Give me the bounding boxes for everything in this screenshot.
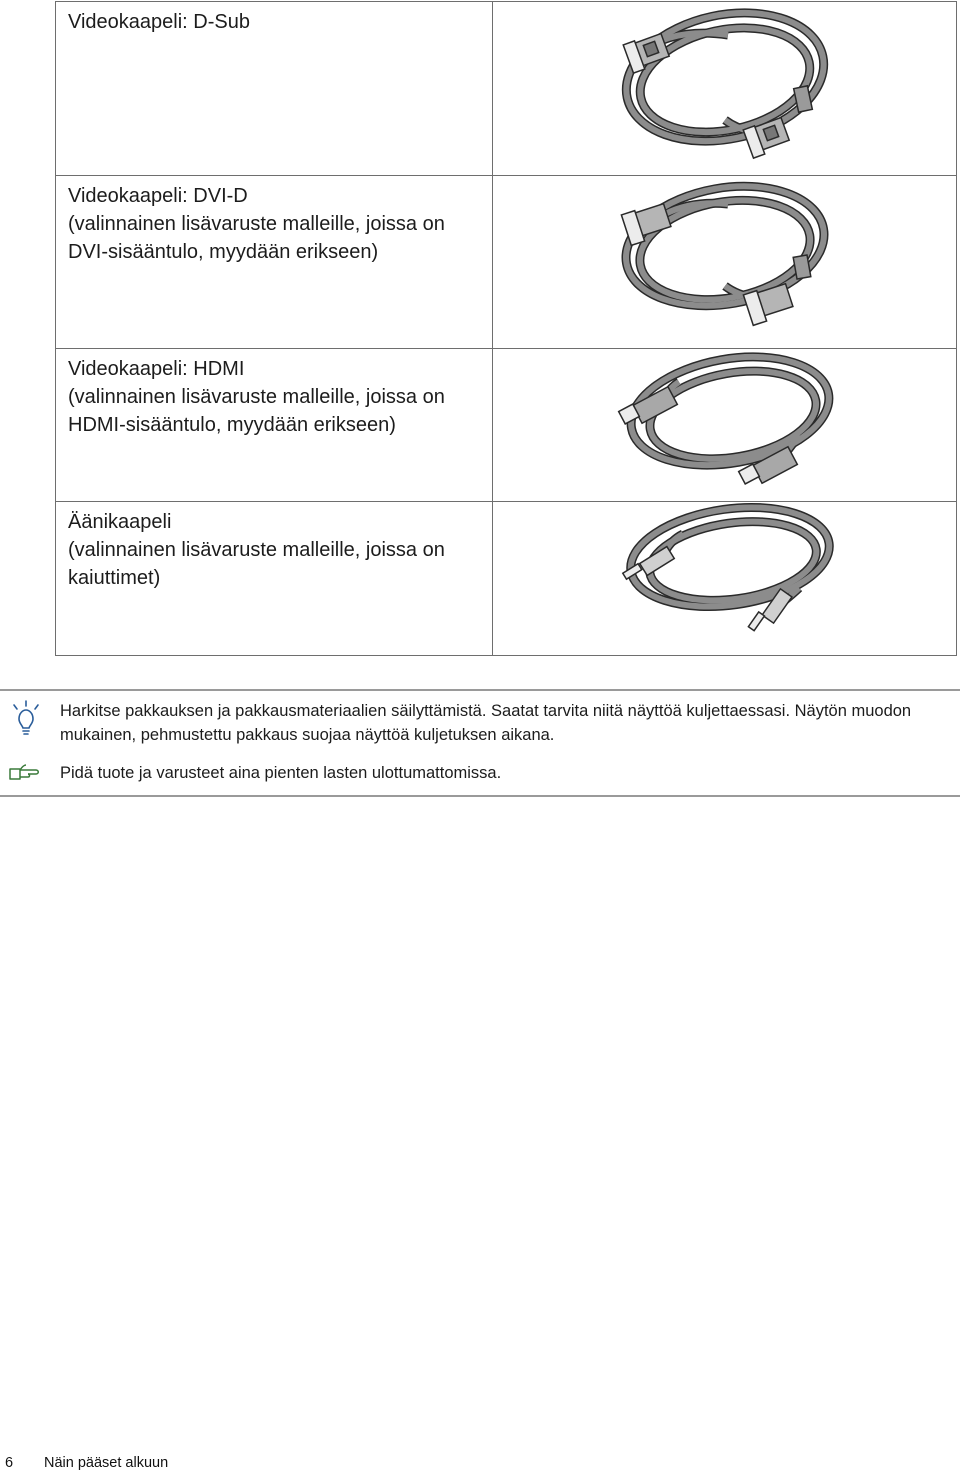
page-number: 6 [5,1455,14,1471]
section-title: Näin pääset alkuun [44,1455,169,1471]
item-title: Videokaapeli: HDMI [68,358,245,380]
warning-note [0,751,960,791]
item-title: Äänikaapeli [68,511,172,533]
table-row [56,176,957,349]
dvi-d-cable-illustration [493,176,956,348]
warning-text: Pidä tuote ja varusteet aina pienten lasten ulottumattomissa. [60,764,502,782]
item-description-line: DVI-sisääntulo, myydään erikseen) [68,241,379,263]
item-label-cell [56,349,493,502]
table-row [56,2,957,176]
table-row [56,349,957,502]
item-description-line: HDMI-sisääntulo, myydään erikseen) [68,414,396,436]
item-title: Videokaapeli: DVI-D [68,185,248,207]
lightbulb-icon [6,698,46,743]
item-picture-cell [493,2,957,176]
item-label-cell [56,2,493,176]
hdmi-cable-illustration [493,349,956,501]
item-description-line: kaiuttimet) [68,567,161,589]
item-description-line: (valinnainen lisävaruste malleille, joissa on [68,386,445,408]
item-description-line: (valinnainen lisävaruste malleille, joissa on [68,539,445,561]
notes-section [0,689,960,797]
tip-note [0,691,960,749]
d-sub-cable-illustration [493,2,956,175]
cable-items-table [55,1,957,656]
audio-cable-illustration [493,502,956,655]
item-title: Videokaapeli: D-Sub [68,11,250,33]
item-label-cell [56,176,493,349]
tip-text: Harkitse pakkauksen ja pakkausmateriaalien säilyttämistä. Saatat tarvita niitä näyttöä kuljettaessasi. Näytön muodon mukainen, pehmustettu pakkaus suojaa näyttöä kuljetuksen aikana. [60,702,912,744]
item-label-cell [56,502,493,656]
pointing-hand-icon [6,759,46,788]
item-picture-cell [493,176,957,349]
table-row [56,502,957,656]
item-picture-cell [493,349,957,502]
item-picture-cell [493,502,957,656]
item-description-line: (valinnainen lisävaruste malleille, joissa on [68,213,445,235]
